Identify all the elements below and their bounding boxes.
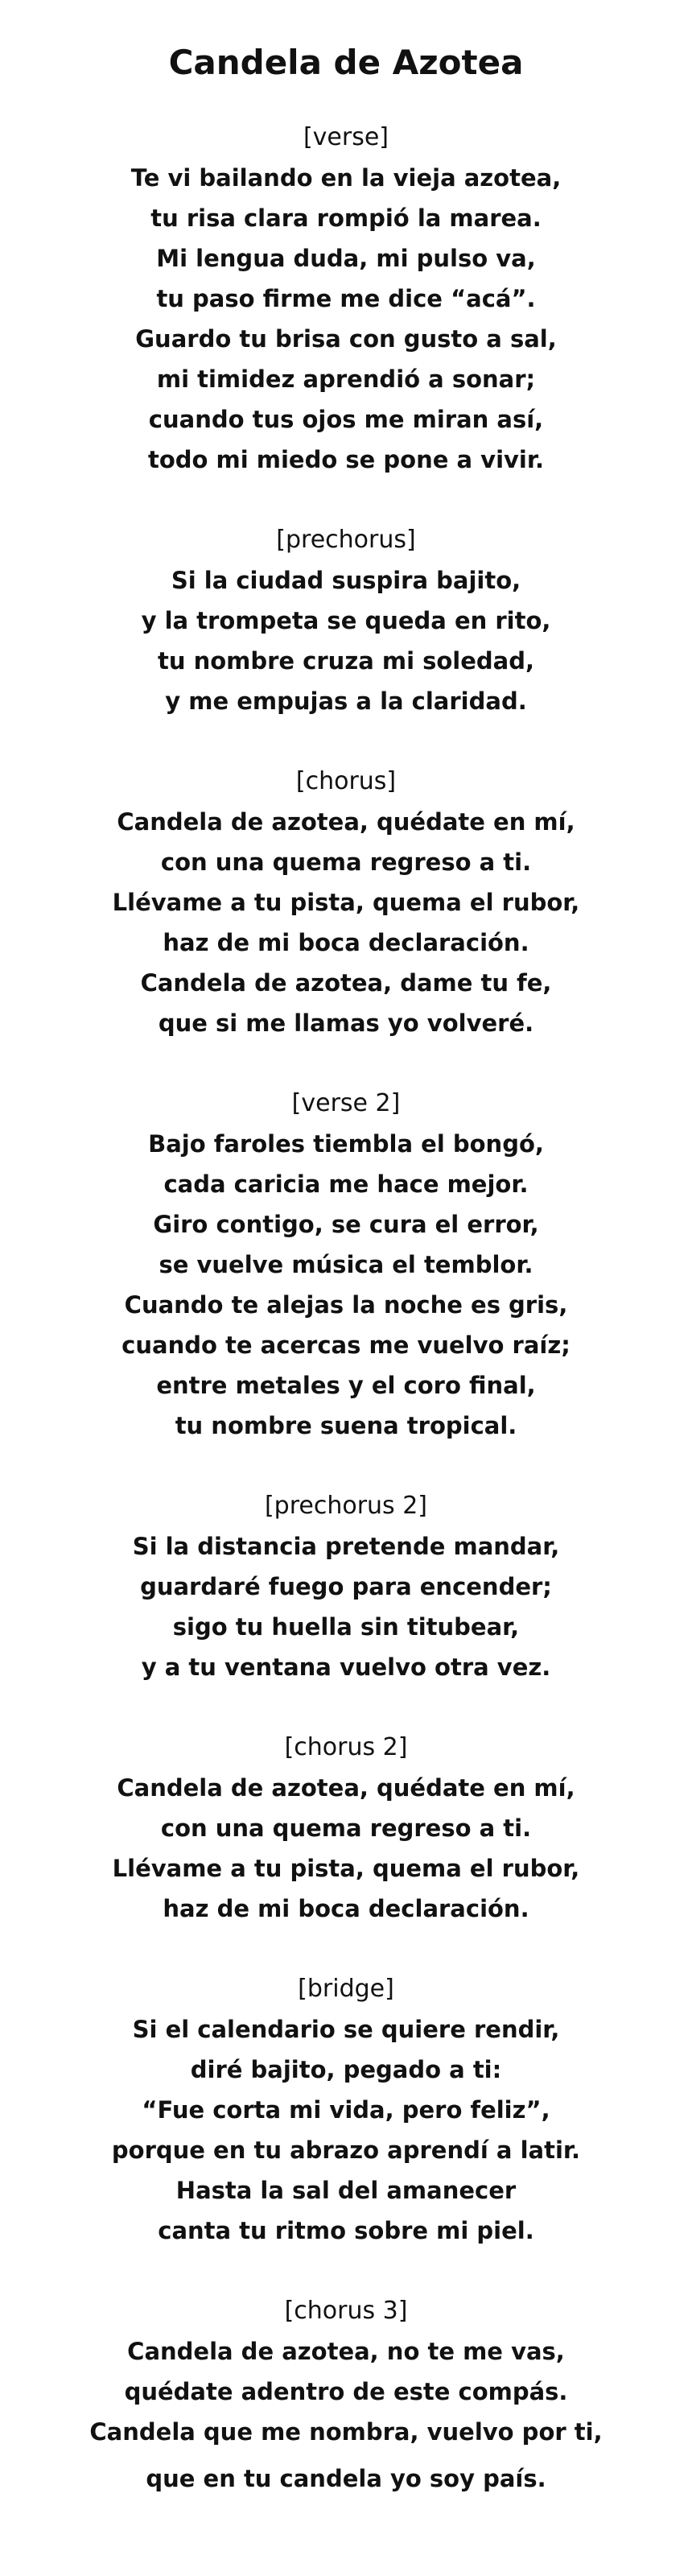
lyric-line: Candela de azotea, no te me vas,	[127, 2338, 565, 2365]
lyrics-section	[0, 118, 692, 480]
lyric-line: quédate adentro de este compás.	[124, 2378, 568, 2405]
lyric-line: Llévame a tu pista, quema el rubor,	[112, 889, 580, 916]
lyric-line: con una quema regreso a ti.	[160, 848, 532, 876]
lyric-line: Hasta la sal del amanecer	[175, 2177, 517, 2204]
lyric-line: cuando te acercas me vuelvo raíz;	[122, 1331, 570, 1359]
lyric-line: Candela de azotea, dame tu fe,	[140, 969, 552, 997]
lyric-line: Bajo faroles tiembla el bongó,	[148, 1130, 544, 1158]
lyric-line: haz de mi boca declaración.	[163, 929, 529, 956]
lyric-line: Giro contigo, se cura el error,	[153, 1211, 539, 1238]
lyric-line: sigo tu huella sin titubear,	[172, 1613, 520, 1641]
section-tag: [chorus 3]	[284, 2297, 408, 2325]
lyric-line: Llévame a tu pista, quema el rubor,	[112, 1855, 580, 1882]
lyrics-section	[0, 1084, 692, 1446]
lyrics-section	[0, 762, 692, 1043]
song-title: Candela de Azotea	[168, 43, 524, 82]
lyric-line: “Fue corta mi vida, pero feliz”,	[142, 2096, 550, 2124]
lyric-line: mi timidez aprendió a sonar;	[156, 365, 536, 393]
section-tag: [prechorus]	[276, 526, 416, 554]
lyric-line: haz de mi boca declaración.	[163, 1895, 529, 1922]
section-tag: [chorus]	[295, 767, 397, 795]
lyric-line: Candela que me nombra, vuelvo por ti,	[89, 2418, 603, 2446]
lyric-line: tu risa clara rompió la marea.	[150, 204, 542, 232]
lyric-line: porque en tu abrazo aprendí a latir.	[111, 2136, 581, 2164]
lyric-line: Candela de azotea, quédate en mí,	[117, 808, 575, 836]
lyrics-body	[0, 118, 692, 2499]
lyric-line: y la trompeta se queda en rito,	[141, 607, 551, 634]
lyric-line: Si la distancia pretende mandar,	[132, 1533, 560, 1560]
lyric-line: con una quema regreso a ti.	[160, 1814, 532, 1842]
lyric-line: todo mi miedo se pone a vivir.	[147, 446, 545, 473]
lyric-line: Te vi bailando en la vieja azotea,	[130, 164, 562, 192]
lyric-line: cuando tus ojos me miran así,	[148, 406, 544, 433]
lyric-line: que en tu candela yo soy país.	[146, 2465, 546, 2492]
section-tag: [chorus 2]	[284, 1733, 408, 1761]
lyrics-section	[0, 520, 692, 721]
section-tag: [verse 2]	[291, 1089, 401, 1117]
lyric-line: que si me llamas yo volveré.	[158, 1009, 534, 1037]
lyric-line: diré bajito, pegado a ti:	[190, 2056, 502, 2083]
lyric-line: cada caricia me hace mejor.	[163, 1170, 529, 1198]
lyrics-section	[0, 1969, 692, 2251]
lyric-line: tu paso firme me dice “acá”.	[156, 285, 536, 312]
lyric-line: y a tu ventana vuelvo otra vez.	[141, 1653, 551, 1681]
lyric-line: tu nombre suena tropical.	[175, 1412, 517, 1439]
lyric-line: tu nombre cruza mi soledad,	[157, 647, 535, 675]
lyrics-section	[0, 1728, 692, 1929]
section-tag: [prechorus 2]	[264, 1492, 428, 1520]
lyric-line: Guardo tu brisa con gusto a sal,	[135, 325, 557, 353]
lyric-line: Si el calendario se quiere rendir,	[132, 2016, 560, 2043]
lyric-line: canta tu ritmo sobre mi piel.	[158, 2217, 534, 2244]
lyric-line: Si la ciudad suspira bajito,	[171, 567, 521, 594]
lyric-line: Mi lengua duda, mi pulso va,	[156, 245, 536, 272]
lyric-line: guardaré fuego para encender;	[140, 1573, 552, 1600]
lyric-line: Candela de azotea, quédate en mí,	[117, 1774, 575, 1802]
section-tag: [bridge]	[298, 1975, 394, 2003]
lyric-line: entre metales y el coro final,	[156, 1372, 536, 1399]
lyric-line: se vuelve música el temblor.	[159, 1251, 533, 1278]
lyrics-section	[0, 1486, 692, 1687]
lyric-line: Cuando te alejas la noche es gris,	[124, 1291, 568, 1319]
lyrics-section	[0, 2291, 692, 2499]
lyric-line: y me empujas a la claridad.	[165, 687, 527, 715]
section-tag: [verse]	[303, 123, 389, 151]
